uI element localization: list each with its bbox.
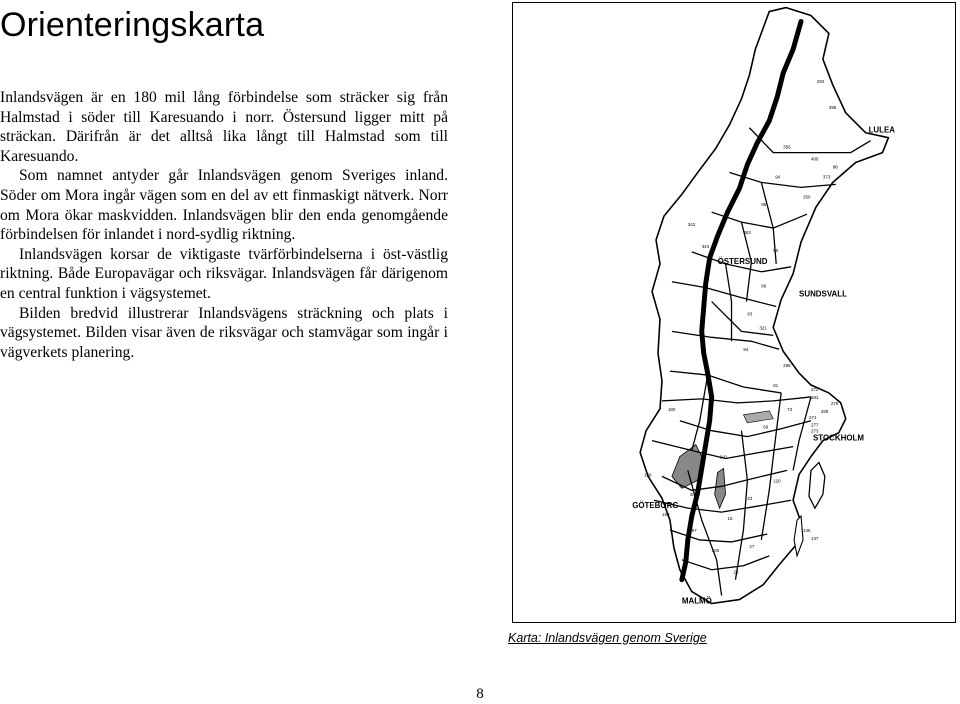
paragraph-inland: Som namnet antyder går Inlandsvägen genom Sveriges inland. Söder om Mora ingår vägen som en del av ett finmaskigt nätverk. Norr om Mora ökar maskvidden. Inlandsvägen blir den enda genomgående förbindelsen för inlandet i nord-sydlig riktning.: [0, 167, 448, 244]
route-number: 15: [727, 516, 733, 522]
route-number: 156: [644, 472, 652, 478]
route-number: 84: [743, 347, 749, 353]
paragraph-intro: Inlandsvägen är en 180 mil lång förbindelse som sträcker sig från Halmstad i söder till Karesuando i norr. Östersund ligger mitt på sträckan. Därifrån är det alltså lika långt till Halmstad som till Karesuando.: [0, 89, 448, 165]
route-number: 105: [711, 547, 720, 553]
route-number: 271: [808, 414, 817, 420]
sweden-road-map: [513, 3, 954, 621]
city-stockholm: STOCKHOLM: [812, 433, 864, 443]
route-number: 180: [667, 406, 676, 412]
page-number: 8: [476, 686, 484, 702]
city-ostersund: ÖSTERSUND: [717, 256, 768, 266]
gotland-island: [809, 462, 825, 508]
route-number: 97: [691, 528, 697, 534]
route-number: 395: [828, 104, 837, 110]
city-lulea: LULEA: [868, 125, 896, 135]
route-number: 81: [773, 382, 779, 388]
route-number: 40: [689, 492, 695, 498]
route-number: 73: [787, 406, 793, 412]
route-number: 269: [820, 408, 829, 414]
map-caption: Karta: Inlandsvägen genom Sverige: [508, 631, 707, 645]
route-number: 342: [687, 222, 696, 228]
route-number: 23: [747, 496, 753, 502]
route-number: 400: [810, 156, 819, 162]
page-title: Orienteringskarta: [0, 6, 265, 44]
route-number: 321: [759, 325, 767, 331]
route-number: 83: [747, 311, 753, 317]
city-sundsvall: SUNDSVALL: [799, 289, 847, 299]
route-number: 276: [830, 400, 839, 406]
route-number: 86: [761, 283, 767, 289]
paragraph-illustration: Bilden bredvid illustrerar Inlandsvägens sträckning och plats i vägsystemet. Bilden visar även de riksvägar och stamvägar som ingår i vägverkets planering.: [0, 304, 448, 361]
route-number: 343: [701, 243, 710, 249]
route-number: 272: [810, 386, 819, 392]
route-number: 292: [816, 79, 825, 85]
route-number: 26: [733, 569, 739, 575]
route-number: 281: [810, 394, 819, 400]
route-number: 27: [749, 543, 755, 549]
route-number: 273: [810, 428, 819, 434]
route-number: 296: [783, 363, 791, 369]
route-number: 136: [803, 528, 811, 534]
route-number: 120: [773, 478, 781, 484]
route-number: 363: [743, 230, 751, 236]
route-number: 90: [773, 247, 779, 253]
paragraph-crossroads: Inlandsvägen korsar de viktigaste tvärförbindelserna i öst-västlig riktning. Både Europavägar och riksvägar. Inlandsvägen får därigenom en central funktion i vägsystemet.: [0, 245, 448, 302]
route-number: 110: [719, 454, 727, 460]
route-number: 373: [822, 174, 831, 180]
map-frame: [512, 2, 956, 623]
route-number: 137: [810, 535, 819, 541]
route-number: 356: [783, 144, 791, 150]
route-number: 95: [761, 202, 767, 208]
route-number: 158: [661, 512, 670, 518]
city-malmo: MALMÖ: [681, 596, 712, 606]
sweden-outline: [640, 8, 888, 604]
route-number: 277: [810, 422, 819, 428]
body-text: [0, 88, 448, 362]
route-number: 66: [763, 424, 769, 430]
route-number: 94: [775, 174, 781, 180]
city-goteborg: GÖTEBORG: [632, 501, 679, 511]
route-number: 350: [803, 194, 811, 200]
route-number: 98: [832, 164, 838, 170]
